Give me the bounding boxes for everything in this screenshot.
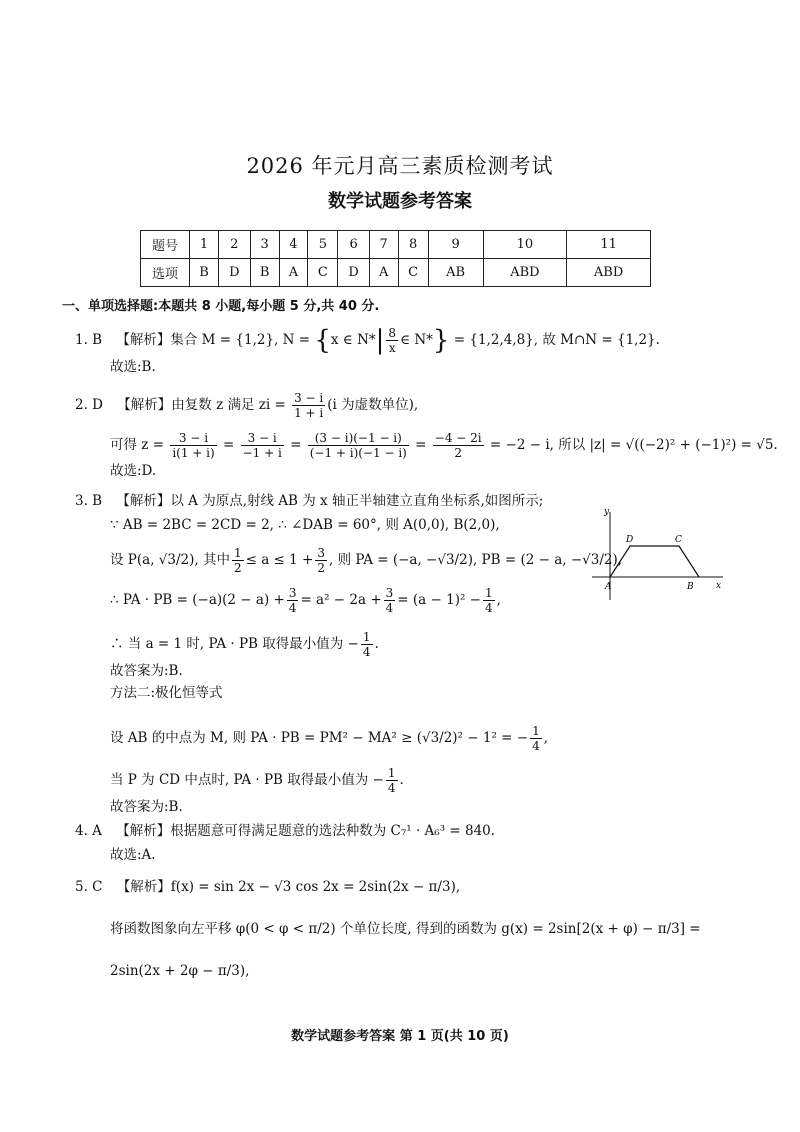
q3-line4a: ∴ PA · PB = (−a)(2 − a) + xyxy=(110,592,285,608)
trapezoid-figure xyxy=(590,500,730,605)
table-cell-answer: A xyxy=(279,259,308,287)
q2-tag: 2. D xyxy=(75,397,103,413)
table-cell-answer: ABD xyxy=(567,259,651,287)
question-3 xyxy=(75,492,543,510)
page-title: 2026 年元月高三素质检测考试 xyxy=(246,154,554,178)
q3-m2-den: 4 xyxy=(532,739,540,753)
q3-method-2: 方法二:极化恒等式 xyxy=(110,685,223,701)
q3-line4c: = (a − 1)² − xyxy=(397,592,481,608)
q2-note: (i 为虚数单位), xyxy=(327,397,419,413)
q3-line2: ∵ AB = 2BC = 2CD = 2, ∴ ∠DAB = 60°, 则 A(0,0), B(2,0), xyxy=(110,517,500,533)
q3-half-frac xyxy=(232,546,244,575)
page-footer: 数学试题参考答案 第 1 页(共 10 页) xyxy=(291,1029,509,1044)
q1-result: = {1,2,4,8}, 故 M∩N = {1,2}. xyxy=(449,332,660,348)
q2-f4-den: (−1 + i)(−1 − i) xyxy=(309,446,407,460)
table-cell-answer: C xyxy=(398,259,428,287)
q3-m1-den: 4 xyxy=(362,645,371,659)
q5-line3: 2sin(2x + 2φ − π/3), xyxy=(110,963,250,979)
q3-line6a: 设 AB 的中点为 M, 则 PA · PB = PM² − MA² ≥ (√3/2)² − 1² = − xyxy=(110,730,529,746)
q1-frac-den: x xyxy=(388,341,396,355)
table-cell-number: 5 xyxy=(308,231,338,259)
table-cell-number: 6 xyxy=(338,231,369,259)
q3-min-frac-2 xyxy=(530,724,542,753)
q3-q3-den: 4 xyxy=(484,601,493,615)
table-header-answer: 选项 xyxy=(141,259,190,287)
q3-line4: ∴ PA · PB = (−a)(2 − a) + $\frac{3}{4}$ = a² − 2a + $\frac{3}{4}$ = (a − 1)² − $\frac{1}{4}$ , xyxy=(110,586,501,615)
table-cell-answer: D xyxy=(338,259,369,287)
table-header-number: 题号 xyxy=(141,231,190,259)
q2-frac-num: 3 − i xyxy=(294,391,324,405)
table-cell-number: 2 xyxy=(219,231,250,259)
q3-line6: 设 AB 的中点为 M, 则 PA · PB = PM² − MA² ≥ (√3/2)² − 1² = − $\frac{1}{4}$ , xyxy=(110,724,549,753)
q3-line4b: = a² − 2a + xyxy=(300,592,382,608)
q1-analysis: 【解析】集合 M = {1,2}, N = xyxy=(116,332,315,348)
table-cell-answer: ABD xyxy=(483,259,567,287)
q3-q3-num: 1 xyxy=(484,586,493,600)
q3-q2-num: 3 xyxy=(385,586,394,600)
x-axis-label: x xyxy=(716,581,722,591)
q2-choose: 故选:D. xyxy=(110,463,157,479)
q3-m3-den: 4 xyxy=(387,781,396,795)
question-2 xyxy=(75,391,418,420)
q3-three-half-frac xyxy=(315,546,327,575)
q3-line1: 【解析】以 A 为原点,射线 AB 为 x 轴正半轴建立直角坐标系,如图所示; xyxy=(116,493,544,509)
table-cell-answer: B xyxy=(250,259,279,287)
q2-frac-2 xyxy=(170,431,216,460)
q2-f3-num: 3 − i xyxy=(241,431,284,446)
q3-line3c: , 则 PA = (−a, −√3/2), PB = (2 − a, −√3/2), xyxy=(328,552,623,568)
q4-choose: 故选:A. xyxy=(110,847,156,863)
q3-tag: 3. B xyxy=(75,493,103,509)
q3-m1-num: 1 xyxy=(362,630,371,644)
section-heading: 一、单项选择题:本题共 8 小题,每小题 5 分,共 40 分. xyxy=(62,299,380,314)
question-5 xyxy=(75,878,460,896)
q3-line7: 当 P 为 CD 中点时, PA · PB 取得最小值为 − $\frac{1}{4}$ . xyxy=(110,766,404,795)
q3-h1-den: 2 xyxy=(233,561,242,575)
q2-f4-num: (3 − i)(−1 − i) xyxy=(308,431,409,446)
q1-tag: 1. B xyxy=(75,332,103,348)
q3-line5a: ∴ 当 a = 1 时, PA · PB 取得最小值为 − xyxy=(110,636,359,652)
point-a-label: A xyxy=(605,582,612,592)
table-cell-answer: D xyxy=(219,259,250,287)
q3-q1-den: 4 xyxy=(288,601,297,615)
q3-answer-2: 故答案为:B. xyxy=(110,799,183,815)
q3-q2-frac xyxy=(384,586,396,615)
point-b-label: B xyxy=(687,582,694,592)
q5-line2: 将函数图象向左平移 φ(0 < φ < π/2) 个单位长度, 得到的函数为 g(x) = 2sin[2(x + φ) − π/3] = xyxy=(110,921,701,937)
q3-line3b: ≤ a ≤ 1 + xyxy=(245,552,314,568)
q3-q2-den: 4 xyxy=(385,601,394,615)
q3-line3 xyxy=(110,546,622,575)
table-cell-number: 10 xyxy=(483,231,567,259)
question-4 xyxy=(75,822,495,840)
table-cell-number: 4 xyxy=(279,231,308,259)
answer-table xyxy=(140,230,651,287)
q3-h2-den: 2 xyxy=(317,561,325,575)
q3-m3-num: 1 xyxy=(387,766,396,780)
q1-fraction xyxy=(386,326,398,355)
table-cell-number: 9 xyxy=(428,231,483,259)
table-cell-answer: B xyxy=(190,259,219,287)
q3-q1-num: 3 xyxy=(288,586,297,600)
q1-choose: 故选:B. xyxy=(110,359,156,375)
q2-thus: 可得 z = xyxy=(110,437,169,453)
q2-analysis: 【解析】由复数 z 满足 zi = xyxy=(117,397,291,413)
q1-frac-num: 8 xyxy=(388,326,397,340)
q2-f2-den: i(1 + i) xyxy=(172,446,215,460)
table-cell-number: 3 xyxy=(250,231,279,259)
trapezoid-shape xyxy=(610,546,699,577)
answer-table-number-row xyxy=(141,231,651,259)
q3-q1-frac xyxy=(287,586,299,615)
q2-frac-5 xyxy=(433,431,484,460)
q3-answer-1: 故答案为:B. xyxy=(110,663,183,679)
q3-m2-num: 1 xyxy=(532,724,540,738)
q2-frac-den: 1 + i xyxy=(294,406,324,420)
table-cell-number: 11 xyxy=(567,231,651,259)
q2-f2-num: 3 − i xyxy=(170,431,216,446)
q3-q3-frac xyxy=(483,586,495,615)
table-cell-answer: A xyxy=(369,259,398,287)
table-cell-answer: AB xyxy=(428,259,483,287)
table-cell-number: 7 xyxy=(369,231,398,259)
q2-derivation: 可得 z = $\frac{3 - i}{i(1 + i)}$ = $\frac{3 - i}{-1 + i}$ = $\frac{(3 - i)(-1 - i)}{(-1 + i)(-1 - i)}$ = $\frac{-4 - 2i}{2}$ = −2 − i, 所以 |z| = √((−2)² + (−1)²) = √5. xyxy=(110,431,778,460)
answer-table-answer-row xyxy=(141,259,651,287)
q5-tag: 5. C xyxy=(75,879,103,895)
q3-line3a: 设 P(a, √3/2), 其中 xyxy=(110,552,230,568)
q4-tag: 4. A xyxy=(75,823,102,839)
q1-set-left: x ∈ N* xyxy=(330,332,376,348)
table-cell-answer: C xyxy=(308,259,338,287)
q3-h1-num: 1 xyxy=(233,546,242,560)
y-axis-label: y xyxy=(604,507,610,517)
page-subtitle: 数学试题参考答案 xyxy=(328,191,472,212)
q2-f5-den: 2 xyxy=(454,446,463,460)
table-cell-number: 1 xyxy=(190,231,219,259)
q3-h2-num: 3 xyxy=(317,546,325,560)
q3-min-frac-1 xyxy=(361,630,373,659)
question-1: 1. B 【解析】集合 M = {1,2}, N = {x ∈ N*| $\frac{8}{x}$ ∈ N*} = {1,2,4,8}, 故 M∩N = {1,2}. xyxy=(75,325,660,356)
q1-set-right: ∈ N* xyxy=(400,332,433,348)
q3-min-frac-3 xyxy=(386,766,398,795)
point-c-label: C xyxy=(675,535,682,545)
q3-line5: ∴ 当 a = 1 时, PA · PB 取得最小值为 − $\frac{1}{4}$ . xyxy=(110,630,379,659)
point-d-label: D xyxy=(626,535,634,545)
q4-analysis: 【解析】根据题意可得满足题意的选法种数为 C₇¹ · A₆³ = 840. xyxy=(116,823,496,839)
q2-frac-3 xyxy=(241,431,284,460)
table-cell-number: 8 xyxy=(398,231,428,259)
q2-result: = −2 − i, 所以 |z| = √((−2)² + (−1)²) = √5. xyxy=(489,437,778,453)
q3-line7a: 当 P 为 CD 中点时, PA · PB 取得最小值为 − xyxy=(110,772,384,788)
q2-f3-den: −1 + i xyxy=(242,446,282,460)
q5-line1: 【解析】f(x) = sin 2x − √3 cos 2x = 2sin(2x − π/3), xyxy=(116,879,461,895)
q2-fraction xyxy=(292,391,325,420)
q2-f5-num: −4 − 2i xyxy=(434,431,482,445)
q2-frac-4 xyxy=(308,431,409,460)
